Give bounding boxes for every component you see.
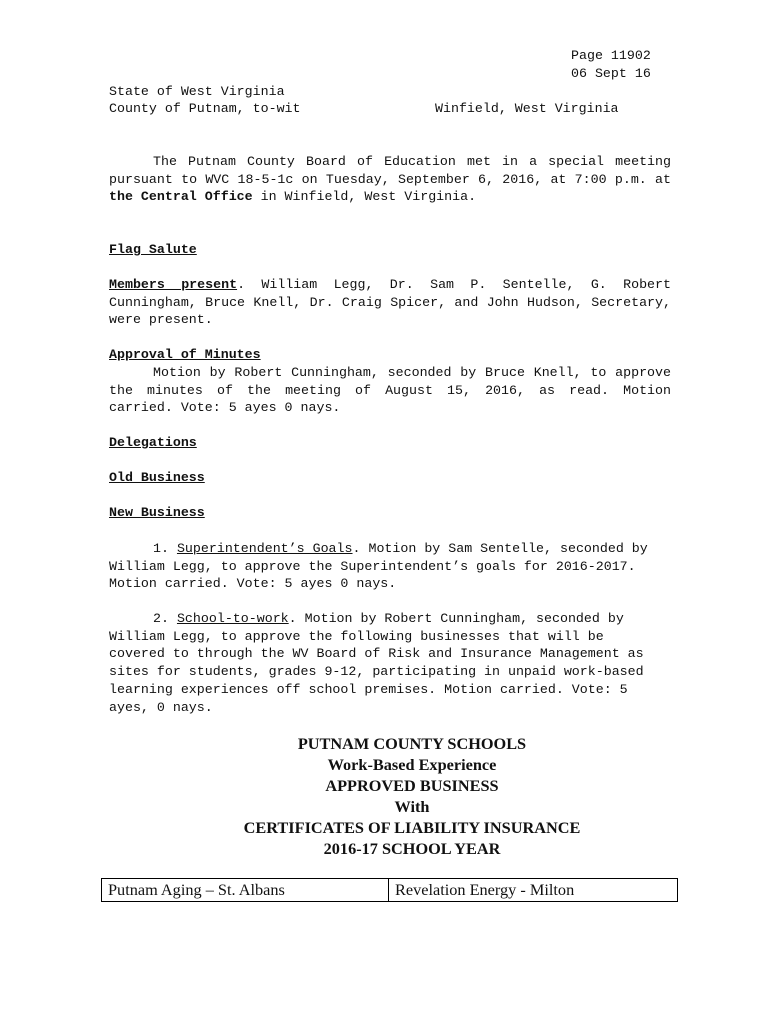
meeting-date: 06 Sept 16 bbox=[571, 66, 651, 81]
insert-title-line-1: PUTNAM COUNTY SCHOOLS bbox=[297, 734, 527, 753]
minutes-text: Motion by Robert Cunningham, seconded by Bruce Knell, to approve the minutes of the meeting of August 15, 2016, as read. Motion carried. Vote: 5 ayes 0 nays. bbox=[109, 365, 671, 416]
intro-text-after: in Winfield, West Virginia. bbox=[252, 189, 477, 205]
old-business-heading: Old Business bbox=[109, 470, 205, 485]
item-1-title: Superintendent’s Goals bbox=[176, 541, 353, 556]
intro-paragraph bbox=[109, 153, 671, 206]
insert-title-line-4: With bbox=[394, 797, 430, 816]
members-text: . William Legg, Dr. Sam P. Sentelle, G. Robert Cunningham, Bruce Knell, Dr. Craig Spicer, and John Hudson, Secretary, were present. bbox=[109, 277, 671, 328]
location-line: Winfield, West Virginia bbox=[435, 101, 619, 116]
county-line: County of Putnam, to-wit bbox=[109, 101, 301, 116]
item-1-number: 1. bbox=[153, 541, 169, 556]
intro-place: the Central Office bbox=[109, 189, 253, 205]
members-paragraph bbox=[109, 276, 671, 329]
intro-text-before: The Putnam County Board of Education met in a special meeting pursuant to WVC 18-5-1c on Tuesday, September 6, 2016, at 7:00 p.m. at bbox=[109, 154, 671, 187]
business-cell: Revelation Energy - Milton bbox=[389, 879, 678, 902]
approved-business-table bbox=[101, 878, 678, 902]
page-number: Page 11902 bbox=[571, 48, 651, 63]
insert-title-line-2: Work-Based Experience bbox=[327, 755, 497, 774]
business-cell: Putnam Aging – St. Albans bbox=[102, 879, 389, 902]
item-1-text: . Motion by Sam Sentelle, seconded by William Legg, to approve the Superintendent’s goals for 2016-2017. Motion carried. Vote: 5 ayes 0 nays. bbox=[109, 541, 648, 592]
insert-title-line-6: 2016-17 SCHOOL YEAR bbox=[323, 839, 501, 858]
flag-salute-heading: Flag Salute bbox=[109, 242, 197, 257]
item-2-number: 2. bbox=[153, 611, 169, 626]
item-2-title: School-to-work bbox=[176, 611, 289, 626]
new-business-heading: New Business bbox=[109, 505, 205, 520]
minutes-heading: Approval of Minutes bbox=[109, 347, 261, 362]
item-2-text: . Motion by Robert Cunningham, seconded by William Legg, to approve the following businesses that will be covered to through the WV Board of Risk and Insurance Management as sites for students, grades 9-12, participating in unpaid work-based learning experiences off school premises. Motion carried. Vote: 5 ayes, 0 nays. bbox=[109, 611, 644, 715]
insert-title-line-3: APPROVED BUSINESS bbox=[325, 776, 499, 795]
state-line: State of West Virginia bbox=[109, 84, 285, 99]
table-row bbox=[102, 879, 678, 902]
insert-title-line-5: CERTIFICATES OF LIABILITY INSURANCE bbox=[243, 818, 581, 837]
members-heading: Members present bbox=[109, 277, 238, 292]
delegations-heading: Delegations bbox=[109, 435, 197, 450]
new-business-item-2 bbox=[109, 610, 664, 716]
new-business-item-1 bbox=[109, 540, 654, 593]
